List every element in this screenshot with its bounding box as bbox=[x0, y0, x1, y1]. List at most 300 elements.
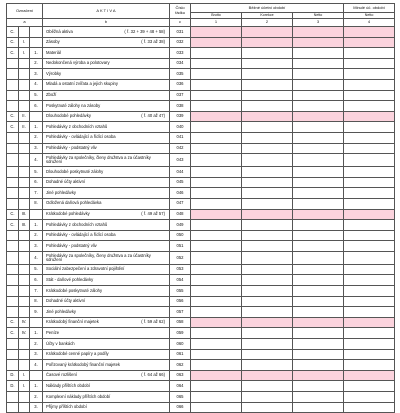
value-cell-brutto[interactable] bbox=[191, 122, 242, 133]
row-roman bbox=[19, 154, 30, 167]
header-cislo-radku bbox=[170, 4, 191, 19]
table-row bbox=[7, 122, 395, 133]
value-cell-netto-prev[interactable] bbox=[344, 48, 395, 59]
value-cell-netto[interactable] bbox=[293, 27, 344, 38]
value-cell-korekce[interactable] bbox=[242, 154, 293, 167]
value-cell-brutto[interactable] bbox=[191, 381, 242, 392]
value-cell-netto-prev[interactable] bbox=[344, 69, 395, 80]
row-label-text: Mladá a ostatní zvířata a jejich skupiny bbox=[46, 81, 118, 87]
table-row bbox=[7, 132, 395, 143]
row-label-text: Komplexní náklady příštích období bbox=[46, 393, 111, 399]
value-cell-netto-prev[interactable] bbox=[344, 198, 395, 209]
value-cell-netto-prev[interactable] bbox=[344, 317, 395, 328]
row-number: 3. bbox=[30, 402, 43, 413]
table-row bbox=[7, 370, 395, 381]
value-cell-brutto[interactable] bbox=[191, 241, 242, 252]
row-roman bbox=[19, 296, 30, 307]
value-cell-netto[interactable] bbox=[293, 154, 344, 167]
value-cell-netto[interactable] bbox=[293, 111, 344, 122]
value-cell-korekce[interactable] bbox=[242, 307, 293, 318]
value-cell-korekce[interactable] bbox=[242, 101, 293, 112]
value-cell-netto-prev[interactable] bbox=[344, 328, 395, 339]
row-roman bbox=[19, 198, 30, 209]
value-cell-korekce[interactable] bbox=[242, 230, 293, 241]
row-number: 7. bbox=[30, 286, 43, 297]
value-cell-netto-prev[interactable] bbox=[344, 58, 395, 69]
value-cell-brutto[interactable] bbox=[191, 198, 242, 209]
value-cell-brutto[interactable] bbox=[191, 275, 242, 286]
row-label-text: Pohledávky - ovládající a řídící osoba bbox=[46, 232, 116, 238]
value-cell-brutto[interactable] bbox=[191, 58, 242, 69]
value-cell-netto-prev[interactable] bbox=[344, 392, 395, 403]
col-b: b bbox=[43, 19, 170, 27]
row-label-text: Zboží bbox=[46, 92, 57, 98]
value-cell-korekce[interactable] bbox=[242, 198, 293, 209]
row-number: 6. bbox=[30, 101, 43, 112]
value-cell-korekce[interactable] bbox=[242, 90, 293, 101]
value-cell-netto-prev[interactable] bbox=[344, 27, 395, 38]
row-number: 1. bbox=[30, 220, 43, 231]
row-label bbox=[43, 37, 170, 48]
row-number bbox=[30, 209, 43, 220]
row-roman bbox=[19, 90, 30, 101]
value-cell-korekce[interactable] bbox=[242, 143, 293, 154]
table-row bbox=[7, 230, 395, 241]
value-cell-netto-prev[interactable] bbox=[344, 167, 395, 178]
value-cell-netto[interactable] bbox=[293, 69, 344, 80]
header-netto-prev: Netto bbox=[344, 13, 395, 19]
row-roman bbox=[19, 167, 30, 178]
row-label-text: Oběžná aktiva bbox=[46, 28, 73, 34]
row-label-text: Krátkodobý finanční majetek bbox=[46, 319, 99, 325]
value-cell-korekce[interactable] bbox=[242, 275, 293, 286]
value-cell-netto-prev[interactable] bbox=[344, 370, 395, 381]
value-cell-brutto[interactable] bbox=[191, 286, 242, 297]
value-cell-netto[interactable] bbox=[293, 370, 344, 381]
row-roman: III. bbox=[19, 220, 30, 231]
row-label bbox=[43, 48, 170, 59]
header-korekce: Korekce bbox=[242, 13, 293, 19]
row-code: 046 bbox=[170, 188, 191, 199]
value-cell-netto-prev[interactable] bbox=[344, 188, 395, 199]
value-cell-brutto[interactable] bbox=[191, 251, 242, 264]
row-code: 043 bbox=[170, 154, 191, 167]
row-number bbox=[30, 370, 43, 381]
row-mark bbox=[7, 198, 19, 209]
table-row bbox=[7, 339, 395, 350]
value-cell-netto[interactable] bbox=[293, 328, 344, 339]
value-cell-brutto[interactable] bbox=[191, 230, 242, 241]
row-label bbox=[43, 339, 170, 350]
table-row bbox=[7, 209, 395, 220]
value-cell-korekce[interactable] bbox=[242, 264, 293, 275]
value-cell-netto-prev[interactable] bbox=[344, 296, 395, 307]
row-mark bbox=[7, 132, 19, 143]
row-label-text: Peníze bbox=[46, 329, 60, 335]
row-label bbox=[43, 167, 170, 178]
value-cell-brutto[interactable] bbox=[191, 264, 242, 275]
value-cell-korekce[interactable] bbox=[242, 241, 293, 252]
value-cell-brutto[interactable] bbox=[191, 296, 242, 307]
table-row bbox=[7, 286, 395, 297]
value-cell-netto[interactable] bbox=[293, 230, 344, 241]
value-cell-netto[interactable] bbox=[293, 198, 344, 209]
value-cell-netto[interactable] bbox=[293, 132, 344, 143]
value-cell-netto[interactable] bbox=[293, 101, 344, 112]
row-number: 4. bbox=[30, 251, 43, 264]
value-cell-netto-prev[interactable] bbox=[344, 143, 395, 154]
column-letters-row bbox=[7, 19, 395, 27]
value-cell-korekce[interactable] bbox=[242, 328, 293, 339]
value-cell-netto[interactable] bbox=[293, 275, 344, 286]
row-mark: C. bbox=[7, 209, 19, 220]
table-row bbox=[7, 198, 395, 209]
value-cell-korekce[interactable] bbox=[242, 177, 293, 188]
value-cell-brutto[interactable] bbox=[191, 317, 242, 328]
row-mark: C. bbox=[7, 220, 19, 231]
row-number: 1. bbox=[30, 122, 43, 133]
row-label-text: Pohledávky z obchodních vztahů bbox=[46, 221, 108, 227]
row-mark bbox=[7, 392, 19, 403]
value-cell-korekce[interactable] bbox=[242, 167, 293, 178]
value-cell-korekce[interactable] bbox=[242, 402, 293, 413]
value-cell-brutto[interactable] bbox=[191, 111, 242, 122]
value-cell-brutto[interactable] bbox=[191, 132, 242, 143]
value-cell-brutto[interactable] bbox=[191, 69, 242, 80]
value-cell-netto[interactable] bbox=[293, 402, 344, 413]
value-cell-netto-prev[interactable] bbox=[344, 230, 395, 241]
value-cell-korekce[interactable] bbox=[242, 27, 293, 38]
table-row bbox=[7, 167, 395, 178]
row-code: 042 bbox=[170, 143, 191, 154]
value-cell-korekce[interactable] bbox=[242, 122, 293, 133]
row-code: 045 bbox=[170, 177, 191, 188]
col-a: a bbox=[7, 19, 43, 27]
value-cell-korekce[interactable] bbox=[242, 209, 293, 220]
row-label-text: Jiné pohledávky bbox=[46, 189, 77, 195]
table-row bbox=[7, 79, 395, 90]
row-number: 1. bbox=[30, 381, 43, 392]
value-cell-korekce[interactable] bbox=[242, 69, 293, 80]
row-label bbox=[43, 317, 170, 328]
row-number bbox=[30, 317, 43, 328]
value-cell-korekce[interactable] bbox=[242, 111, 293, 122]
row-label-text: Materiál bbox=[46, 49, 61, 55]
row-number: 6. bbox=[30, 275, 43, 286]
value-cell-korekce[interactable] bbox=[242, 339, 293, 350]
row-label-text: Zásoby bbox=[46, 39, 60, 45]
value-cell-netto[interactable] bbox=[293, 90, 344, 101]
row-mark bbox=[7, 90, 19, 101]
value-cell-netto-prev[interactable] bbox=[344, 122, 395, 133]
row-number: 5. bbox=[30, 90, 43, 101]
col-c: c bbox=[170, 19, 191, 27]
row-code: 062 bbox=[170, 360, 191, 371]
value-cell-brutto[interactable] bbox=[191, 154, 242, 167]
row-mark bbox=[7, 339, 19, 350]
value-cell-korekce[interactable] bbox=[242, 188, 293, 199]
value-cell-netto-prev[interactable] bbox=[344, 381, 395, 392]
table-row bbox=[7, 27, 395, 38]
value-cell-netto[interactable] bbox=[293, 167, 344, 178]
row-mark bbox=[7, 188, 19, 199]
row-label-text: Dohadné účty aktivní bbox=[46, 298, 86, 304]
row-roman bbox=[19, 307, 30, 318]
table-row bbox=[7, 328, 395, 339]
row-number: 5. bbox=[30, 167, 43, 178]
row-number: 4. bbox=[30, 154, 43, 167]
row-label bbox=[43, 264, 170, 275]
value-cell-brutto[interactable] bbox=[191, 370, 242, 381]
value-cell-brutto[interactable] bbox=[191, 101, 242, 112]
table-row bbox=[7, 177, 395, 188]
value-cell-korekce[interactable] bbox=[242, 381, 293, 392]
value-cell-netto[interactable] bbox=[293, 251, 344, 264]
row-mark bbox=[7, 251, 19, 264]
value-cell-netto-prev[interactable] bbox=[344, 90, 395, 101]
row-label bbox=[43, 58, 170, 69]
value-cell-netto-prev[interactable] bbox=[344, 349, 395, 360]
value-cell-brutto[interactable] bbox=[191, 360, 242, 371]
row-roman bbox=[19, 241, 30, 252]
row-number: 7. bbox=[30, 188, 43, 199]
value-cell-korekce[interactable] bbox=[242, 251, 293, 264]
header-netto: Netto bbox=[293, 13, 344, 19]
row-label bbox=[43, 251, 170, 264]
value-cell-netto[interactable] bbox=[293, 188, 344, 199]
header-row bbox=[7, 4, 395, 13]
row-number: 1. bbox=[30, 328, 43, 339]
row-code: 054 bbox=[170, 275, 191, 286]
row-label bbox=[43, 241, 170, 252]
row-code: 056 bbox=[170, 296, 191, 307]
row-label-text: Dohadné účty aktivní bbox=[46, 179, 86, 185]
value-cell-korekce[interactable] bbox=[242, 58, 293, 69]
table-row bbox=[7, 69, 395, 80]
value-cell-netto-prev[interactable] bbox=[344, 251, 395, 264]
row-mark: C. bbox=[7, 48, 19, 59]
table-row bbox=[7, 317, 395, 328]
table-row bbox=[7, 264, 395, 275]
row-code: 047 bbox=[170, 198, 191, 209]
row-label bbox=[43, 360, 170, 371]
row-label bbox=[43, 381, 170, 392]
value-cell-netto[interactable] bbox=[293, 264, 344, 275]
row-roman bbox=[19, 349, 30, 360]
row-code: 055 bbox=[170, 286, 191, 297]
value-cell-brutto[interactable] bbox=[191, 339, 242, 350]
row-mark bbox=[7, 241, 19, 252]
row-roman bbox=[19, 27, 30, 38]
row-number: 5. bbox=[30, 264, 43, 275]
value-cell-korekce[interactable] bbox=[242, 370, 293, 381]
row-number: 2. bbox=[30, 230, 43, 241]
value-cell-netto[interactable] bbox=[293, 339, 344, 350]
value-cell-korekce[interactable] bbox=[242, 360, 293, 371]
value-cell-netto-prev[interactable] bbox=[344, 275, 395, 286]
value-cell-netto-prev[interactable] bbox=[344, 402, 395, 413]
row-label-text: Krátkodobé pohledávky bbox=[46, 211, 90, 216]
value-cell-netto[interactable] bbox=[293, 122, 344, 133]
row-mark bbox=[7, 58, 19, 69]
row-roman bbox=[19, 339, 30, 350]
header-cislo-1: Číslo bbox=[175, 5, 185, 11]
row-label-text: Pohledávky za společníky, členy družstva a za účastníky sdružení bbox=[46, 252, 151, 262]
row-mark bbox=[7, 360, 19, 371]
header-aktiva: A K T I V A bbox=[43, 4, 170, 19]
value-cell-netto[interactable] bbox=[293, 220, 344, 231]
value-cell-netto-prev[interactable] bbox=[344, 241, 395, 252]
value-cell-brutto[interactable] bbox=[191, 167, 242, 178]
row-number bbox=[30, 111, 43, 122]
row-code: 035 bbox=[170, 69, 191, 80]
value-cell-netto-prev[interactable] bbox=[344, 264, 395, 275]
value-cell-brutto[interactable] bbox=[191, 79, 242, 90]
row-label bbox=[43, 111, 170, 122]
row-number: 2. bbox=[30, 339, 43, 350]
value-cell-netto[interactable] bbox=[293, 349, 344, 360]
value-cell-korekce[interactable] bbox=[242, 296, 293, 307]
value-cell-netto-prev[interactable] bbox=[344, 37, 395, 48]
header-oznaceni: Označení bbox=[7, 4, 43, 19]
row-roman bbox=[19, 132, 30, 143]
value-cell-korekce[interactable] bbox=[242, 317, 293, 328]
row-label-text: Krátkodobé poskytnuté zálohy bbox=[46, 287, 103, 293]
value-cell-netto[interactable] bbox=[293, 177, 344, 188]
table-row bbox=[7, 58, 395, 69]
row-label-text: Dlouhodobé pohledávky bbox=[46, 113, 91, 119]
row-label bbox=[43, 143, 170, 154]
row-number: 2. bbox=[30, 392, 43, 403]
value-cell-netto[interactable] bbox=[293, 37, 344, 48]
row-formula: ( ř. 59 až 62) bbox=[141, 319, 165, 325]
col-3: 3 bbox=[293, 19, 344, 27]
row-code: 064 bbox=[170, 381, 191, 392]
value-cell-brutto[interactable] bbox=[191, 188, 242, 199]
value-cell-netto-prev[interactable] bbox=[344, 111, 395, 122]
row-mark bbox=[7, 143, 19, 154]
row-mark bbox=[7, 296, 19, 307]
row-label bbox=[43, 307, 170, 318]
value-cell-netto[interactable] bbox=[293, 307, 344, 318]
row-label-text: Nedokončená výroba a polotovary bbox=[46, 60, 110, 66]
row-label bbox=[43, 27, 170, 38]
value-cell-netto-prev[interactable] bbox=[344, 132, 395, 143]
value-cell-netto[interactable] bbox=[293, 143, 344, 154]
row-label bbox=[43, 90, 170, 101]
value-cell-netto-prev[interactable] bbox=[344, 79, 395, 90]
row-number: 4. bbox=[30, 79, 43, 90]
value-cell-brutto[interactable] bbox=[191, 177, 242, 188]
value-cell-korekce[interactable] bbox=[242, 286, 293, 297]
value-cell-brutto[interactable] bbox=[191, 349, 242, 360]
value-cell-netto[interactable] bbox=[293, 296, 344, 307]
value-cell-netto-prev[interactable] bbox=[344, 339, 395, 350]
row-mark: C. bbox=[7, 328, 19, 339]
value-cell-korekce[interactable] bbox=[242, 132, 293, 143]
table-row bbox=[7, 402, 395, 413]
value-cell-brutto[interactable] bbox=[191, 392, 242, 403]
value-cell-netto[interactable] bbox=[293, 79, 344, 90]
table-row bbox=[7, 48, 395, 59]
row-label bbox=[43, 402, 170, 413]
row-roman: III. bbox=[19, 209, 30, 220]
value-cell-korekce[interactable] bbox=[242, 349, 293, 360]
value-cell-brutto[interactable] bbox=[191, 27, 242, 38]
row-code: 059 bbox=[170, 328, 191, 339]
row-code: 037 bbox=[170, 90, 191, 101]
row-mark bbox=[7, 154, 19, 167]
row-roman bbox=[19, 143, 30, 154]
row-code: 032 bbox=[170, 37, 191, 48]
value-cell-brutto[interactable] bbox=[191, 48, 242, 59]
row-label-text: Pohledávky - podstatný vliv bbox=[46, 145, 97, 151]
value-cell-netto-prev[interactable] bbox=[344, 286, 395, 297]
value-cell-korekce[interactable] bbox=[242, 392, 293, 403]
value-cell-korekce[interactable] bbox=[242, 220, 293, 231]
value-cell-netto-prev[interactable] bbox=[344, 154, 395, 167]
row-number: 8. bbox=[30, 198, 43, 209]
value-cell-brutto[interactable] bbox=[191, 143, 242, 154]
value-cell-brutto[interactable] bbox=[191, 328, 242, 339]
value-cell-netto-prev[interactable] bbox=[344, 177, 395, 188]
value-cell-korekce[interactable] bbox=[242, 48, 293, 59]
value-cell-brutto[interactable] bbox=[191, 220, 242, 231]
row-label-text: Účty v bankách bbox=[46, 340, 75, 346]
row-code: 063 bbox=[170, 370, 191, 381]
value-cell-netto[interactable] bbox=[293, 48, 344, 59]
row-code: 057 bbox=[170, 307, 191, 318]
value-cell-netto[interactable] bbox=[293, 58, 344, 69]
value-cell-netto-prev[interactable] bbox=[344, 101, 395, 112]
value-cell-brutto[interactable] bbox=[191, 307, 242, 318]
table-row bbox=[7, 154, 395, 167]
value-cell-netto-prev[interactable] bbox=[344, 220, 395, 231]
table-row bbox=[7, 111, 395, 122]
row-mark: C. bbox=[7, 317, 19, 328]
value-cell-brutto[interactable] bbox=[191, 37, 242, 48]
value-cell-korekce[interactable] bbox=[242, 79, 293, 90]
value-cell-netto-prev[interactable] bbox=[344, 307, 395, 318]
value-cell-netto[interactable] bbox=[293, 381, 344, 392]
value-cell-netto[interactable] bbox=[293, 209, 344, 220]
row-number: 3. bbox=[30, 143, 43, 154]
value-cell-netto[interactable] bbox=[293, 286, 344, 297]
value-cell-brutto[interactable] bbox=[191, 402, 242, 413]
value-cell-brutto[interactable] bbox=[191, 209, 242, 220]
row-number: 1. bbox=[30, 48, 43, 59]
value-cell-netto[interactable] bbox=[293, 241, 344, 252]
row-label bbox=[43, 230, 170, 241]
row-code: 061 bbox=[170, 349, 191, 360]
row-number bbox=[30, 37, 43, 48]
value-cell-netto-prev[interactable] bbox=[344, 209, 395, 220]
value-cell-netto[interactable] bbox=[293, 360, 344, 371]
row-mark bbox=[7, 101, 19, 112]
row-label bbox=[43, 349, 170, 360]
value-cell-netto[interactable] bbox=[293, 392, 344, 403]
value-cell-korekce[interactable] bbox=[242, 37, 293, 48]
table-row bbox=[7, 143, 395, 154]
value-cell-netto-prev[interactable] bbox=[344, 360, 395, 371]
row-code: 041 bbox=[170, 132, 191, 143]
value-cell-netto[interactable] bbox=[293, 317, 344, 328]
table-row bbox=[7, 392, 395, 403]
row-label bbox=[43, 79, 170, 90]
row-label-text: Pohledávky z obchodních vztahů bbox=[46, 123, 108, 129]
value-cell-brutto[interactable] bbox=[191, 90, 242, 101]
row-mark bbox=[7, 349, 19, 360]
